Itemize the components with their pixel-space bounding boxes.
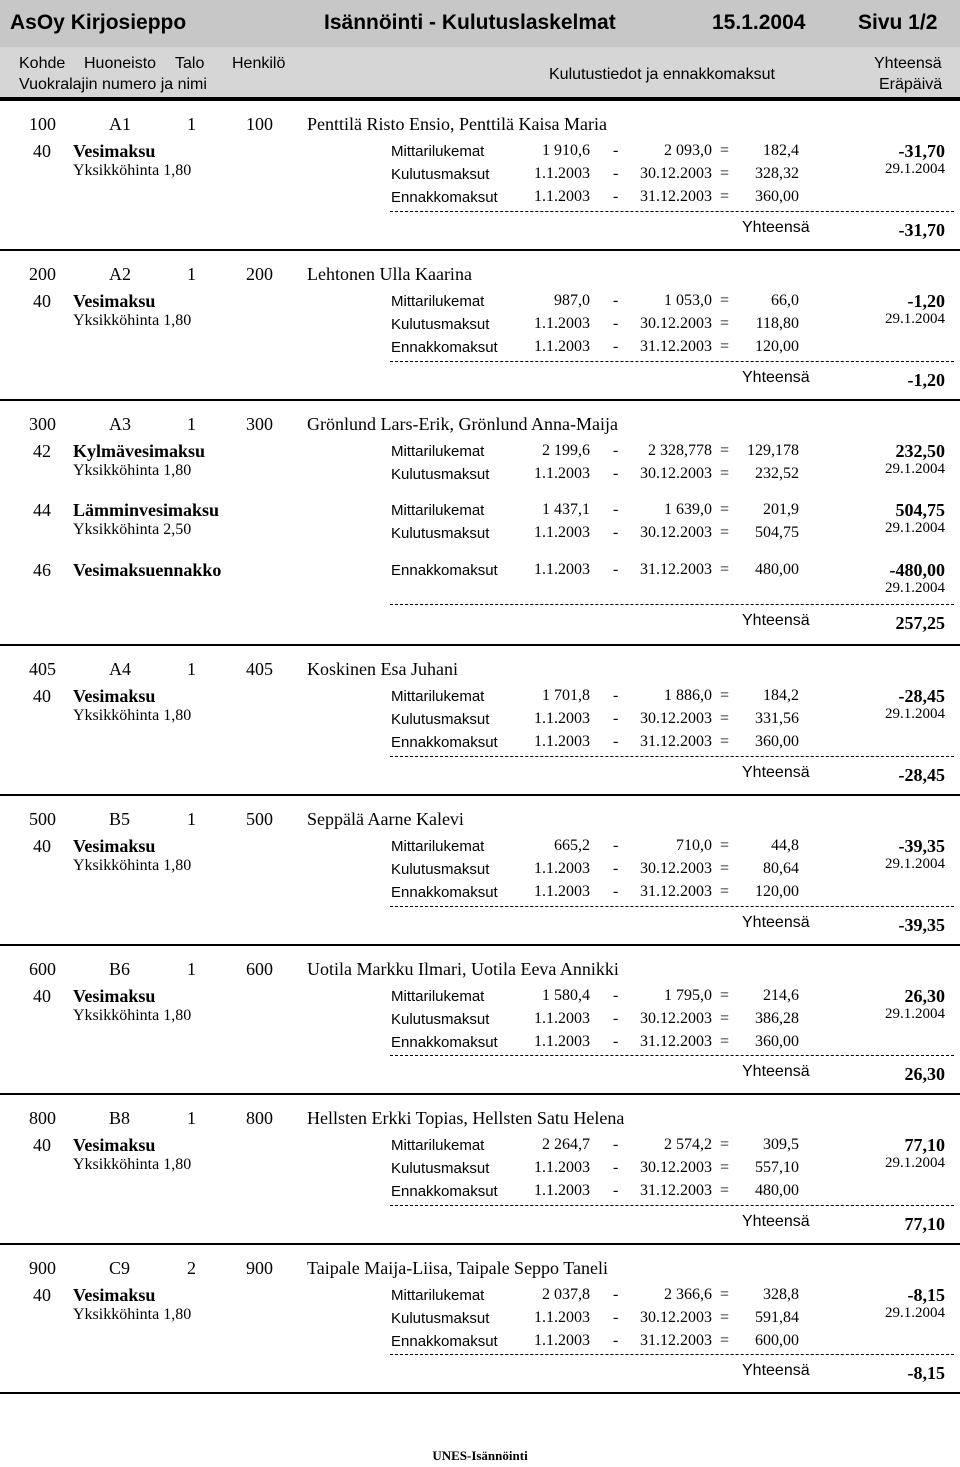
- meter-equals: =: [720, 442, 730, 459]
- dotted-separator: [390, 1354, 954, 1355]
- person-huoneisto: C9: [109, 1258, 131, 1278]
- usage-equals: =: [720, 860, 730, 877]
- person-name: Lehtonen Ulla Kaarina: [307, 264, 472, 284]
- prepay-from: 1.1.2003: [534, 338, 590, 355]
- usage-from: 1.1.2003: [534, 1010, 590, 1027]
- meter-dash: -: [613, 687, 619, 704]
- due-date: 29.1.2004: [885, 1155, 945, 1171]
- total-amount: 77,10: [904, 1214, 945, 1234]
- usage-result: 591,84: [755, 1309, 799, 1326]
- total-amount: -31,70: [898, 220, 945, 240]
- prepay-equals: =: [720, 733, 730, 750]
- report-title: Isännöinti - Kulutuslaskelmat: [324, 11, 616, 34]
- total-amount: 26,30: [904, 1064, 945, 1084]
- usage-equals: =: [720, 465, 730, 482]
- usage-equals: =: [720, 1010, 730, 1027]
- column-header: [0, 47, 960, 99]
- person-talo: 1: [187, 414, 196, 434]
- person-kohde: 500: [29, 809, 56, 829]
- prepay-dash: -: [613, 338, 619, 355]
- usage-dash: -: [613, 1159, 619, 1176]
- person-row: [0, 794, 960, 836]
- charge-amount: -480,00: [889, 560, 945, 580]
- person-kohde: 600: [29, 959, 56, 979]
- person-talo: 1: [187, 659, 196, 679]
- meter-to: 2 328,778: [648, 442, 712, 459]
- usage-label: Kulutusmaksut: [391, 861, 490, 878]
- person-henkilo: 900: [246, 1258, 273, 1278]
- meter-from: 1 437,1: [542, 501, 590, 518]
- usage-from: 1.1.2003: [534, 710, 590, 727]
- meter-result: 201,9: [763, 501, 799, 518]
- meter-dash: -: [613, 1136, 619, 1153]
- meter-dash: -: [613, 501, 619, 518]
- person-name: Koskinen Esa Juhani: [307, 659, 458, 679]
- charge-name: Vesimaksu: [73, 986, 156, 1006]
- company-name: AsOy Kirjosieppo: [10, 11, 187, 34]
- prepay-label: Ennakkomaksut: [391, 1333, 498, 1350]
- person-henkilo: 405: [246, 659, 273, 679]
- usage-equals: =: [720, 524, 730, 541]
- usage-result: 232,52: [755, 465, 799, 482]
- meter-label: Mittarilukemat: [391, 838, 485, 855]
- meter-dash: -: [613, 837, 619, 854]
- usage-result: 331,56: [755, 710, 799, 727]
- person-name: Seppälä Aarne Kalevi: [307, 809, 464, 829]
- unit-price: Yksikköhinta 1,80: [73, 312, 192, 329]
- charge-amount: 26,30: [904, 986, 945, 1006]
- usage-from: 1.1.2003: [534, 465, 590, 482]
- usage-dash: -: [613, 860, 619, 877]
- usage-label: Kulutusmaksut: [391, 1310, 490, 1327]
- person-henkilo: 800: [246, 1108, 273, 1128]
- meter-result: 328,8: [763, 1286, 799, 1303]
- prepay-from: 1.1.2003: [534, 733, 590, 750]
- total-label: Yhteensä: [742, 1362, 810, 1379]
- prepay-dash: -: [613, 1332, 619, 1349]
- dotted-separator: [390, 211, 954, 212]
- person-henkilo: 600: [246, 959, 273, 979]
- unit-price: Yksikköhinta 1,80: [73, 162, 192, 179]
- usage-equals: =: [720, 710, 730, 727]
- meter-label: Mittarilukemat: [391, 443, 485, 460]
- usage-result: 328,32: [755, 165, 799, 182]
- usage-equals: =: [720, 1159, 730, 1176]
- meter-equals: =: [720, 837, 730, 854]
- meter-equals: =: [720, 987, 730, 1004]
- person-huoneisto: A4: [109, 659, 131, 679]
- dotted-separator: [390, 361, 954, 362]
- usage-label: Kulutusmaksut: [391, 711, 490, 728]
- charge-number: 40: [33, 686, 51, 706]
- due-date: 29.1.2004: [885, 520, 945, 536]
- person-kohde: 900: [29, 1258, 56, 1278]
- total-amount: -28,45: [898, 765, 945, 785]
- meter-equals: =: [720, 501, 730, 518]
- charge-number: 44: [33, 500, 51, 520]
- meter-to: 1 053,0: [664, 292, 712, 309]
- meter-result: 182,4: [763, 142, 799, 159]
- meter-dash: -: [613, 442, 619, 459]
- prepay-result: 360,00: [755, 1033, 799, 1050]
- prepay-result: 480,00: [755, 1182, 799, 1199]
- charge-amount: -8,15: [907, 1285, 945, 1305]
- due-date: 29.1.2004: [885, 161, 945, 177]
- prepay-to: 31.12.2003: [640, 883, 712, 900]
- meter-from: 2 199,6: [542, 442, 590, 459]
- person-henkilo: 300: [246, 414, 273, 434]
- usage-label: Kulutusmaksut: [391, 1011, 490, 1028]
- footer-text: UNES-Isännöinti: [432, 1448, 528, 1463]
- prepay-result: 480,00: [755, 561, 799, 578]
- total-label: Yhteensä: [742, 1213, 810, 1230]
- charge-amount: 77,10: [904, 1135, 945, 1155]
- usage-dash: -: [613, 315, 619, 332]
- usage-from: 1.1.2003: [534, 165, 590, 182]
- prepay-equals: =: [720, 338, 730, 355]
- usage-result: 557,10: [755, 1159, 799, 1176]
- usage-dash: -: [613, 710, 619, 727]
- person-talo: 2: [187, 1258, 196, 1278]
- charge-number: 46: [33, 560, 51, 580]
- charge-name: Vesimaksu: [73, 141, 156, 161]
- total-amount: -8,15: [907, 1363, 945, 1383]
- usage-label: Kulutusmaksut: [391, 1160, 490, 1177]
- charge-number: 40: [33, 141, 51, 161]
- person-talo: 1: [187, 114, 196, 134]
- prepay-dash: -: [613, 561, 619, 578]
- prepay-label: Ennakkomaksut: [391, 1183, 498, 1200]
- prepay-dash: -: [613, 883, 619, 900]
- col-talo: Talo: [175, 55, 205, 72]
- meter-from: 665,2: [554, 837, 590, 854]
- person-huoneisto: A3: [109, 414, 131, 434]
- prepay-from: 1.1.2003: [534, 561, 590, 578]
- charge-name: Vesimaksu: [73, 1135, 156, 1155]
- usage-from: 1.1.2003: [534, 1159, 590, 1176]
- prepay-dash: -: [613, 733, 619, 750]
- usage-label: Kulutusmaksut: [391, 466, 490, 483]
- prepay-label: Ennakkomaksut: [391, 734, 498, 751]
- meter-equals: =: [720, 142, 730, 159]
- dotted-separator: [390, 756, 954, 757]
- due-date: 29.1.2004: [885, 856, 945, 872]
- meter-result: 184,2: [763, 687, 799, 704]
- prepay-from: 1.1.2003: [534, 1332, 590, 1349]
- prepay-to: 31.12.2003: [640, 561, 712, 578]
- meter-result: 129,178: [747, 442, 799, 459]
- usage-result: 80,64: [763, 860, 799, 877]
- person-name: Penttilä Risto Ensio, Penttilä Kaisa Maria: [307, 114, 607, 134]
- person-huoneisto: A1: [109, 114, 131, 134]
- prepay-result: 360,00: [755, 188, 799, 205]
- prepay-to: 31.12.2003: [640, 188, 712, 205]
- prepay-dash: -: [613, 1033, 619, 1050]
- prepay-dash: -: [613, 1182, 619, 1199]
- charge-name: Vesimaksu: [73, 1285, 156, 1305]
- total-label: Yhteensä: [742, 369, 810, 386]
- usage-to: 30.12.2003: [640, 1309, 712, 1326]
- unit-price: Yksikköhinta 2,50: [73, 521, 192, 538]
- usage-equals: =: [720, 315, 730, 332]
- person-name: Grönlund Lars-Erik, Grönlund Anna-Maija: [307, 414, 618, 434]
- charge-name: Vesimaksu: [73, 836, 156, 856]
- meter-to: 1 639,0: [664, 501, 712, 518]
- prepay-to: 31.12.2003: [640, 1332, 712, 1349]
- person-name: Uotila Markku Ilmari, Uotila Eeva Annikki: [307, 959, 619, 979]
- unit-price: Yksikköhinta 1,80: [73, 1007, 192, 1024]
- meter-dash: -: [613, 142, 619, 159]
- person-huoneisto: B6: [109, 959, 131, 979]
- charge-amount: 232,50: [895, 441, 945, 461]
- due-date: 29.1.2004: [885, 1305, 945, 1321]
- charge-number: 40: [33, 986, 51, 1006]
- usage-to: 30.12.2003: [640, 524, 712, 541]
- meter-dash: -: [613, 987, 619, 1004]
- prepay-label: Ennakkomaksut: [391, 189, 498, 206]
- meter-to: 1 886,0: [664, 687, 712, 704]
- charge-name: Vesimaksu: [73, 291, 156, 311]
- total-label: Yhteensä: [742, 612, 810, 629]
- person-talo: 1: [187, 264, 196, 284]
- person-talo: 1: [187, 959, 196, 979]
- meter-to: 710,0: [676, 837, 712, 854]
- charge-number: 40: [33, 291, 51, 311]
- unit-price: Yksikköhinta 1,80: [73, 1306, 192, 1323]
- usage-to: 30.12.2003: [640, 860, 712, 877]
- person-kohde: 800: [29, 1108, 56, 1128]
- prepay-from: 1.1.2003: [534, 1033, 590, 1050]
- person-huoneisto: B5: [109, 809, 131, 829]
- person-row: [0, 644, 960, 686]
- usage-result: 504,75: [755, 524, 799, 541]
- meter-result: 214,6: [763, 987, 799, 1004]
- charge-amount: -1,20: [907, 291, 945, 311]
- usage-label: Kulutusmaksut: [391, 316, 490, 333]
- meter-to: 1 795,0: [664, 987, 712, 1004]
- due-date: 29.1.2004: [885, 1006, 945, 1022]
- meter-label: Mittarilukemat: [391, 1287, 485, 1304]
- meter-from: 1 701,8: [542, 687, 590, 704]
- dotted-separator: [390, 604, 954, 605]
- person-henkilo: 200: [246, 264, 273, 284]
- meter-label: Mittarilukemat: [391, 688, 485, 705]
- due-date: 29.1.2004: [885, 311, 945, 327]
- meter-dash: -: [613, 292, 619, 309]
- person-kohde: 300: [29, 414, 56, 434]
- meter-label: Mittarilukemat: [391, 988, 485, 1005]
- prepay-equals: =: [720, 1182, 730, 1199]
- usage-equals: =: [720, 165, 730, 182]
- unit-price: Yksikköhinta 1,80: [73, 707, 192, 724]
- person-huoneisto: A2: [109, 264, 131, 284]
- meter-result: 66,0: [771, 292, 799, 309]
- total-label: Yhteensä: [742, 1063, 810, 1080]
- prepay-dash: -: [613, 188, 619, 205]
- usage-result: 386,28: [755, 1010, 799, 1027]
- prepay-to: 31.12.2003: [640, 338, 712, 355]
- prepay-label: Ennakkomaksut: [391, 884, 498, 901]
- meter-label: Mittarilukemat: [391, 293, 485, 310]
- prepay-result: 600,00: [755, 1332, 799, 1349]
- charge-name: Lämminvesimaksu: [73, 500, 220, 520]
- prepay-equals: =: [720, 883, 730, 900]
- usage-dash: -: [613, 165, 619, 182]
- person-row: [0, 399, 960, 441]
- charge-name: Kylmävesimaksu: [73, 441, 206, 461]
- usage-result: 118,80: [755, 315, 799, 332]
- due-date: 29.1.2004: [885, 461, 945, 477]
- prepay-to: 31.12.2003: [640, 1182, 712, 1199]
- prepay-label: Ennakkomaksut: [391, 339, 498, 356]
- usage-dash: -: [613, 524, 619, 541]
- prepay-equals: =: [720, 561, 730, 578]
- due-date: 29.1.2004: [885, 580, 945, 596]
- total-label: Yhteensä: [742, 764, 810, 781]
- usage-from: 1.1.2003: [534, 1309, 590, 1326]
- meter-to: 2 093,0: [664, 142, 712, 159]
- usage-to: 30.12.2003: [640, 165, 712, 182]
- meter-result: 309,5: [763, 1136, 799, 1153]
- person-henkilo: 100: [246, 114, 273, 134]
- usage-from: 1.1.2003: [534, 860, 590, 877]
- charge-amount: -39,35: [898, 836, 945, 856]
- dotted-separator: [390, 906, 954, 907]
- col-kohde: Kohde: [19, 55, 66, 72]
- person-henkilo: 500: [246, 809, 273, 829]
- col-yhteensa: Yhteensä: [874, 55, 942, 72]
- meter-equals: =: [720, 292, 730, 309]
- person-row: [0, 1243, 960, 1285]
- person-kohde: 100: [29, 114, 56, 134]
- usage-to: 30.12.2003: [640, 710, 712, 727]
- meter-result: 44,8: [771, 837, 799, 854]
- meter-to: 2 366,6: [664, 1286, 712, 1303]
- person-row: [0, 249, 960, 291]
- col-erapaiva: Eräpäivä: [879, 76, 943, 93]
- meter-dash: -: [613, 1286, 619, 1303]
- usage-to: 30.12.2003: [640, 465, 712, 482]
- col-huoneisto: Huoneisto: [84, 55, 157, 72]
- charge-amount: 504,75: [895, 500, 945, 520]
- prepay-result: 360,00: [755, 733, 799, 750]
- charge-name: Vesimaksuennakko: [73, 560, 222, 580]
- person-huoneisto: B8: [109, 1108, 131, 1128]
- charge-amount: -28,45: [898, 686, 945, 706]
- prepay-from: 1.1.2003: [534, 1182, 590, 1199]
- person-name: Hellsten Erkki Topias, Hellsten Satu Helena: [307, 1108, 625, 1128]
- col-henkilo: Henkilö: [232, 55, 286, 72]
- due-date: 29.1.2004: [885, 706, 945, 722]
- person-kohde: 405: [29, 659, 56, 679]
- person-talo: 1: [187, 1108, 196, 1128]
- usage-to: 30.12.2003: [640, 1010, 712, 1027]
- report-header: [0, 0, 960, 47]
- person-kohde: 200: [29, 264, 56, 284]
- usage-dash: -: [613, 1010, 619, 1027]
- prepay-to: 31.12.2003: [640, 733, 712, 750]
- usage-to: 30.12.2003: [640, 315, 712, 332]
- usage-equals: =: [720, 1309, 730, 1326]
- prepay-from: 1.1.2003: [534, 883, 590, 900]
- prepay-result: 120,00: [755, 338, 799, 355]
- meter-label: Mittarilukemat: [391, 502, 485, 519]
- meter-to: 2 574,2: [664, 1136, 712, 1153]
- charge-number: 40: [33, 1285, 51, 1305]
- person-talo: 1: [187, 809, 196, 829]
- prepay-label: Ennakkomaksut: [391, 562, 498, 579]
- prepay-equals: =: [720, 1033, 730, 1050]
- usage-dash: -: [613, 465, 619, 482]
- meter-from: 2 037,8: [542, 1286, 590, 1303]
- prepay-result: 120,00: [755, 883, 799, 900]
- total-label: Yhteensä: [742, 219, 810, 236]
- report-date: 15.1.2004: [712, 11, 806, 34]
- prepay-label: Ennakkomaksut: [391, 1034, 498, 1051]
- usage-label: Kulutusmaksut: [391, 166, 490, 183]
- total-amount: -39,35: [898, 915, 945, 935]
- charge-number: 40: [33, 1135, 51, 1155]
- col-kulutustiedot: Kulutustiedot ja ennakkomaksut: [549, 66, 775, 83]
- person-name: Taipale Maija-Liisa, Taipale Seppo Taneli: [307, 1258, 608, 1278]
- total-amount: -1,20: [907, 370, 945, 390]
- prepay-from: 1.1.2003: [534, 188, 590, 205]
- person-row: [0, 1093, 960, 1135]
- usage-dash: -: [613, 1309, 619, 1326]
- usage-to: 30.12.2003: [640, 1159, 712, 1176]
- dotted-separator: [390, 1055, 954, 1056]
- prepay-equals: =: [720, 1332, 730, 1349]
- meter-from: 1 580,4: [542, 987, 590, 1004]
- prepay-to: 31.12.2003: [640, 1033, 712, 1050]
- usage-label: Kulutusmaksut: [391, 525, 490, 542]
- meter-equals: =: [720, 687, 730, 704]
- person-row: [0, 99, 960, 141]
- meter-label: Mittarilukemat: [391, 1137, 485, 1154]
- unit-price: Yksikköhinta 1,80: [73, 857, 192, 874]
- unit-price: Yksikköhinta 1,80: [73, 1156, 192, 1173]
- charge-number: 40: [33, 836, 51, 856]
- charge-amount: -31,70: [898, 141, 945, 161]
- meter-from: 2 264,7: [542, 1136, 590, 1153]
- charge-name: Vesimaksu: [73, 686, 156, 706]
- meter-equals: =: [720, 1136, 730, 1153]
- col-vuokralaji: Vuokralajin numero ja nimi: [19, 76, 207, 93]
- person-row: [0, 944, 960, 986]
- dotted-separator: [390, 1205, 954, 1206]
- charge-number: 42: [33, 441, 51, 461]
- total-label: Yhteensä: [742, 914, 810, 931]
- meter-from: 1 910,6: [542, 142, 590, 159]
- usage-from: 1.1.2003: [534, 315, 590, 332]
- unit-price: Yksikköhinta 1,80: [73, 462, 192, 479]
- bottom-rule: [0, 1392, 960, 1394]
- meter-equals: =: [720, 1286, 730, 1303]
- meter-label: Mittarilukemat: [391, 143, 485, 160]
- page-number: Sivu 1/2: [858, 11, 938, 34]
- meter-from: 987,0: [554, 292, 590, 309]
- total-amount: 257,25: [895, 613, 945, 633]
- usage-from: 1.1.2003: [534, 524, 590, 541]
- prepay-equals: =: [720, 188, 730, 205]
